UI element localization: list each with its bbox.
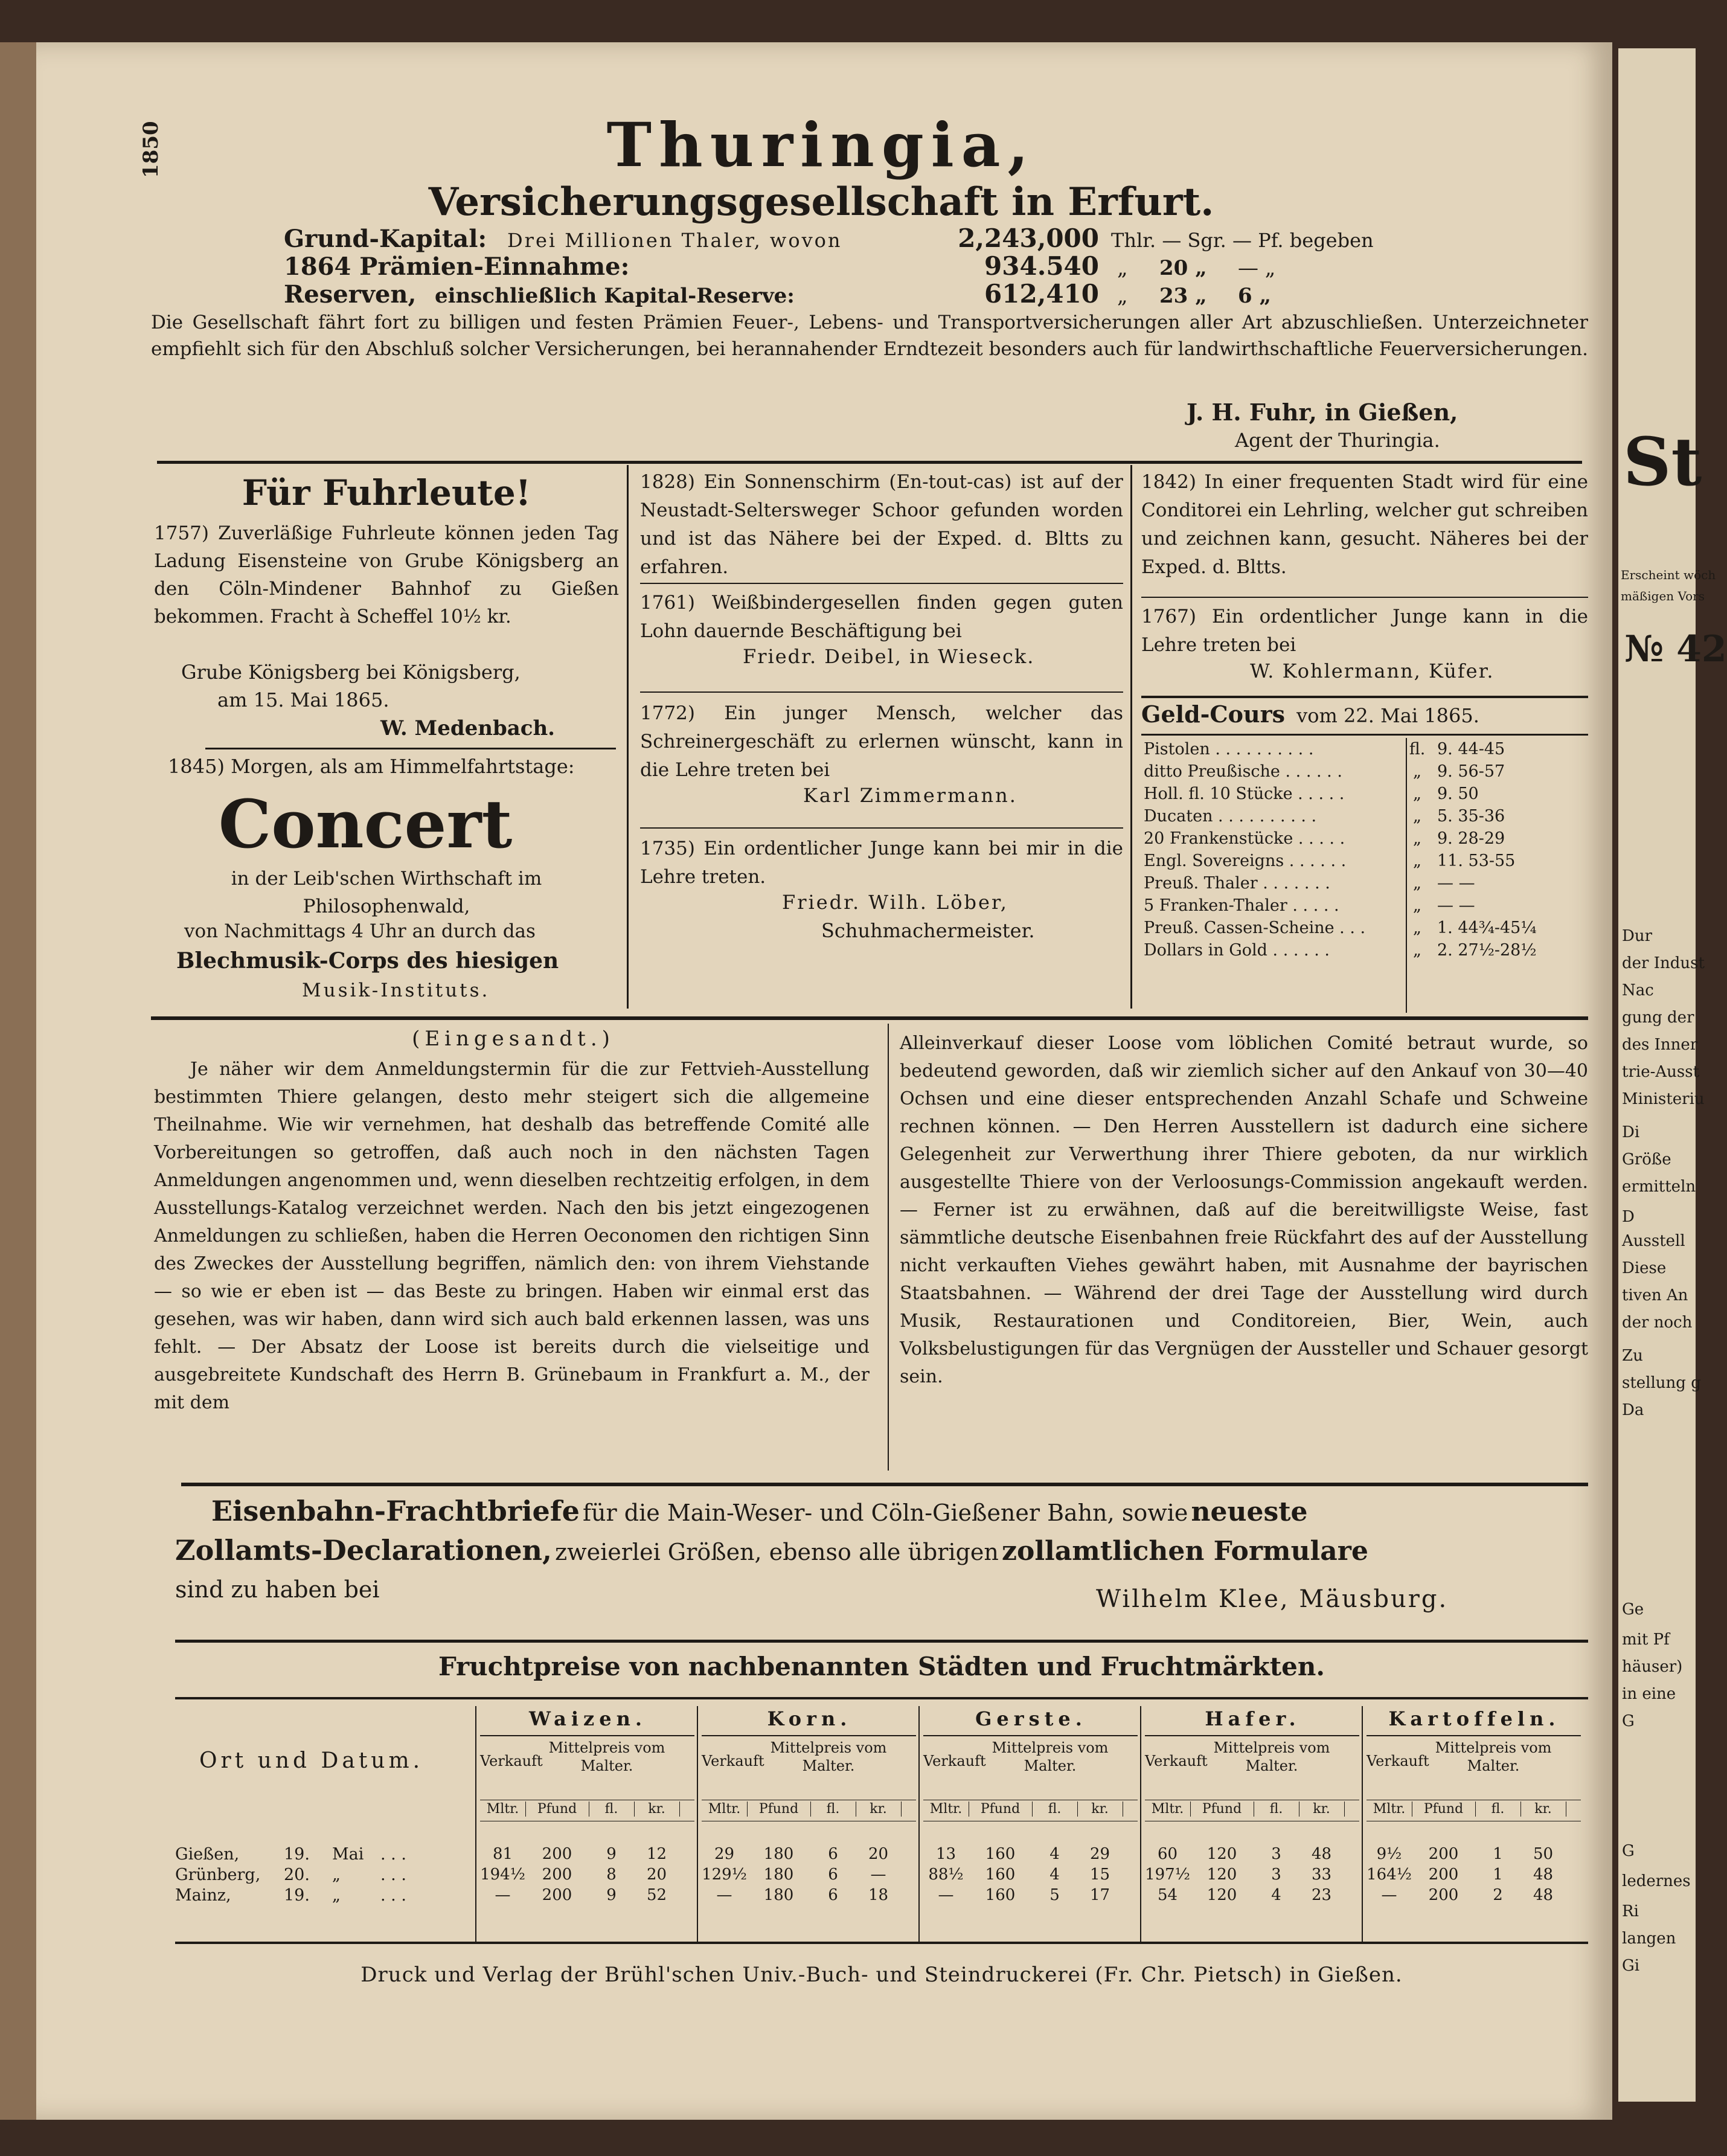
geldcours-row: [1141, 939, 1588, 961]
price-cell: 6: [828, 1886, 838, 1904]
geldcours-top-rule: [1141, 696, 1588, 698]
ad-1772-sign: Karl Zimmermann.: [803, 784, 1017, 807]
place-dots: . . .: [380, 1886, 406, 1905]
geldcours-row: [1141, 872, 1588, 894]
fruchtpreise-title-rule: [175, 1697, 1588, 1699]
eisenbahn-neueste: neueste: [1191, 1497, 1308, 1527]
group-rule: [1367, 1735, 1581, 1736]
ad-1735-sign-2: Schuhmachermeister.: [821, 919, 1035, 942]
price-cell: 4: [1049, 1845, 1060, 1863]
footer-imprint: Druck und Verlag der Brühl'schen Univ.-Buch- und Steindruckerei (Fr. Chr. Pietsch) in Gießen.: [360, 1963, 1403, 1987]
adjacent-page-fragment: ermitteln: [1622, 1178, 1696, 1196]
sub-header: Mltr.: [480, 1801, 526, 1817]
fruchtpreise-top-rule: [175, 1640, 1588, 1643]
price-cell: 18: [868, 1886, 889, 1904]
price-cell: 54: [1157, 1886, 1178, 1904]
geldcours-date: vom 22. Mai 1865.: [1296, 704, 1479, 727]
eisenbahn-line1-rest: für die Main-Weser- und Cöln-Gießener Bahn, sowie: [582, 1500, 1188, 1526]
capital-rows: [284, 223, 1492, 307]
adjacent-page-fragment: Zu: [1622, 1347, 1643, 1365]
geldcours-name: ditto Preußische . . . . . .: [1144, 762, 1342, 781]
price-cell: 13: [935, 1845, 956, 1863]
price-cell: 9: [606, 1845, 617, 1863]
adjacent-page-fragment: Ge: [1622, 1600, 1644, 1619]
eisenbahn-line1: [211, 1495, 1594, 1527]
fuhrleute-body: 1757) Zuverläßige Fuhrleute können jeden Tag Ladung Eisensteine von Grube Königsberg an den Cöln-Mindener Bahnhof zu Gießen bekommen. Fracht à Scheffel 10½ kr.: [154, 522, 619, 627]
price-cell: 33: [1311, 1866, 1332, 1884]
price-cell: 197½: [1145, 1866, 1190, 1884]
geldcours-value: 9. 50: [1437, 784, 1479, 803]
fuhrleute-title: Für Fuhrleute!: [242, 472, 531, 513]
geldcours-name: Preuß. Thaler . . . . . . .: [1144, 874, 1330, 893]
price-cell: 160: [985, 1845, 1016, 1863]
place-name: Grünberg,: [175, 1866, 261, 1884]
reserven-c1: „: [1117, 284, 1128, 308]
adjacent-page-fragment: G: [1622, 1712, 1635, 1730]
sub-header: kr.: [1299, 1801, 1345, 1817]
price-cell: 120: [1206, 1886, 1237, 1904]
geldcours-unit: „: [1413, 852, 1421, 870]
sub-header: fl.: [589, 1801, 635, 1817]
reserven-c3: 6 „: [1238, 284, 1272, 308]
geldcours-name: Engl. Sovereigns . . . . . .: [1144, 852, 1347, 870]
price-cell: 8: [606, 1866, 617, 1884]
price-cell: 4: [1271, 1886, 1281, 1904]
geldcours-value: 1. 44¾-45¼: [1437, 919, 1537, 937]
adjacent-page-fragment: der noch: [1622, 1314, 1693, 1332]
eingesandt-col2: Alleinverkauf dieser Loose vom löblichen Comité betraut wurde, so bedeutend geworden, daß wir ziemlich sicher auf den Ankauf von 30—40 Ochsen und eine dieser entsprechenden Anzahl Schafe und Schweine rechnen können. — Den Herren Ausstellern ist dadurch eine sichere Gelegenheit zur Verwerthung ihrer Thiere geboten, da nur wirklich ausgestellte Thiere von der Verloosungs-Commission angekauft werden. — Ferner ist zu erwähnen, daß auf die bereitwilligste Weise, fast sämmtliche deutsche Eisenbahnen freie Rückfahrt des auf der Ausstellung nicht verkauften Viehes gewährt haben, mit Ausnahme der bayrischen Staatsbahnen. — Während der drei Tage der Ausstellung wird durch Musik, Restaurationen und Conditoreien, Bier, Wein, auch Volksbelustigungen für das Vergnügen der Aussteller und Schauer gesorgt sein.: [900, 1033, 1588, 1387]
geldcours-name: Ducaten . . . . . . . . . .: [1144, 807, 1317, 826]
adjacent-page-line2: mäßigen Vors: [1621, 589, 1705, 603]
price-cell: —: [870, 1866, 886, 1884]
fruchtpreise-group-divider: [697, 1706, 698, 1942]
geldcours-unit: fl.: [1409, 740, 1426, 759]
praemien-c2: 20 „: [1159, 256, 1207, 280]
capital-desc: Drei Millionen Thaler, wovon: [507, 229, 842, 252]
fruchtpreise-place-row: [175, 1886, 465, 1905]
ad-1828: 1828) Ein Sonnenschirm (En-tout-cas) ist auf der Neustadt-Selterswеger Schoor gefunden worden und ist das Nähere bei der Exped. d. Bltts zu erfahren.: [640, 471, 1123, 578]
price-cell: 88½: [928, 1866, 964, 1884]
mittelpreis-header: Mittelpreis vom Malter.: [770, 1739, 887, 1774]
price-cell: 4: [1049, 1866, 1060, 1884]
price-cell: 17: [1089, 1886, 1110, 1904]
fuhrleute-place: Grube Königsberg bei Königsberg,: [181, 661, 521, 684]
sub-header: Pfund: [747, 1801, 811, 1817]
geldcours-unit: „: [1413, 919, 1421, 937]
mittelpreis-header: Mittelpreis vom Malter.: [548, 1739, 665, 1774]
geldcours-row: [1141, 783, 1588, 805]
price-cell: 12: [646, 1845, 667, 1863]
ad-1767-sign: W. Kohlermann, Küfer.: [1250, 659, 1495, 682]
ad-1761-sign: Friedr. Deibel, in Wieseck.: [743, 645, 1035, 668]
concert-body-2: von Nachmittags 4 Uhr an durch das: [184, 920, 536, 942]
geldcours-row: [1141, 738, 1588, 760]
mid-divider: [151, 1016, 1588, 1020]
adjacent-page-fragment: mit Pf: [1622, 1631, 1670, 1649]
geldcours-row: [1141, 850, 1588, 872]
adjacent-page-fragment: gung der: [1622, 1009, 1694, 1027]
col-divider-1: [627, 465, 629, 1009]
adjacent-page-fragment: ledernes: [1622, 1872, 1691, 1890]
geldcours-name: 20 Frankenstücke . . . . .: [1144, 829, 1345, 848]
capital-amount: 2,243,000: [958, 223, 1099, 253]
price-cell: 120: [1206, 1845, 1237, 1863]
price-cell: 164½: [1367, 1866, 1412, 1884]
place-day: 19.: [284, 1845, 310, 1864]
adjacent-page-fragment: Di: [1622, 1123, 1640, 1141]
geldcours-name: 5 Franken-Thaler . . . . .: [1144, 896, 1339, 915]
geldcours-value: 9. 44-45: [1437, 740, 1505, 759]
price-cell: 194½: [480, 1866, 525, 1884]
adjacent-page-fragment: Nac: [1622, 981, 1654, 999]
thuringia-agent-title: Agent der Thuringia.: [1235, 429, 1440, 452]
geldcours-unit: „: [1413, 941, 1421, 960]
verkauft-header: Verkauft: [923, 1753, 986, 1769]
place-name: Mainz,: [175, 1886, 231, 1905]
book-spine: [0, 42, 36, 2120]
sub-header: Mltr.: [702, 1801, 748, 1817]
sub-header: fl.: [1254, 1801, 1299, 1817]
geldcours-row: [1141, 917, 1588, 939]
geldcours-value: 2. 27½-28½: [1437, 941, 1537, 960]
price-cell: 9: [606, 1886, 617, 1904]
geldcours-row: [1141, 827, 1588, 850]
price-cell: 48: [1533, 1866, 1554, 1884]
group-rule: [1145, 1735, 1359, 1736]
sub-header: kr.: [1520, 1801, 1566, 1817]
divider-col2-c: [640, 827, 1123, 829]
eisenbahn-line3: sind zu haben bei: [175, 1576, 380, 1603]
adjacent-page-fragment: Gi: [1622, 1957, 1640, 1975]
thuringia-agent: J. H. Fuhr, in Gießen,: [1187, 399, 1458, 426]
geldcours-name: Pistolen . . . . . . . . . .: [1144, 740, 1314, 759]
thuringia-subtitle: Versicherungsgesellschaft in Erfurt.: [428, 179, 1214, 225]
thuringia-title: Thuringia,: [606, 109, 1036, 181]
ad-1842: 1842) In einer frequenten Stadt wird für eine Conditorei ein Lehrling, welcher gut schreiben und zeichnen kann, gesucht. Näheres bei der Exped. d. Bltts.: [1141, 471, 1588, 578]
adjacent-page-fragment: trie-Ausst: [1622, 1063, 1700, 1081]
adjacent-page-fragment: G: [1622, 1842, 1635, 1860]
price-cell: —: [1381, 1886, 1397, 1904]
verkauft-header: Verkauft: [1145, 1753, 1208, 1769]
price-cell: 20: [868, 1845, 889, 1863]
place-dots: . . .: [380, 1866, 406, 1884]
sub-header: Pfund: [525, 1801, 589, 1817]
geldcours-unit: „: [1413, 829, 1421, 848]
adjacent-page-fragment: häuser): [1622, 1658, 1683, 1676]
fuhrleute-sign: W. Medenbach.: [380, 716, 556, 740]
geldcours-header: [1141, 701, 1588, 728]
fruchtpreise-group-divider: [1140, 1706, 1141, 1942]
adjacent-page-fragment: Diese: [1622, 1259, 1667, 1277]
eingesandt-heading: (Eingesandt.): [412, 1027, 615, 1051]
place-day: 20.: [284, 1866, 310, 1884]
price-cell: 3: [1271, 1845, 1281, 1863]
top-divider: [157, 461, 1582, 464]
price-cell: 81: [492, 1845, 513, 1863]
price-cell: —: [495, 1886, 511, 1904]
adjacent-page-fragment: Da: [1622, 1401, 1644, 1419]
praemien-row: [284, 251, 1492, 279]
geldcours-table: [1141, 738, 1588, 961]
ad-1735-sign-1: Friedr. Wilh. Löber,: [782, 891, 1008, 914]
col-divider-2: [1130, 465, 1132, 1009]
price-cell: 180: [763, 1845, 794, 1863]
geldcours-value: — —: [1437, 896, 1475, 915]
place-month: „: [332, 1886, 341, 1905]
price-cell: 60: [1157, 1845, 1178, 1863]
mittelpreis-header: Mittelpreis vom Malter.: [1435, 1739, 1552, 1774]
adjacent-page-fragment: Ri: [1622, 1902, 1639, 1920]
reserven-c2: 23 „: [1159, 284, 1207, 308]
price-cell: 1: [1493, 1845, 1503, 1863]
price-cell: 52: [646, 1886, 667, 1904]
sub-header: fl.: [810, 1801, 856, 1817]
concert-intro: 1845) Morgen, als am Himmelfahrtstage:: [168, 755, 575, 778]
geldcours-title: Geld-Cours: [1141, 701, 1286, 728]
fruchtpreise-group-name: Korn.: [767, 1707, 852, 1730]
verkauft-header: Verkauft: [1367, 1753, 1429, 1769]
fruchtpreise-place-row: [175, 1866, 465, 1884]
group-rule: [923, 1735, 1138, 1736]
price-cell: 9½: [1376, 1845, 1402, 1863]
concert-body-3: Blechmusik-Corps des hiesigen: [176, 948, 559, 974]
eisenbahn-frachtbriefe: Eisenbahn-Frachtbriefe: [211, 1495, 580, 1527]
price-cell: 129½: [702, 1866, 747, 1884]
adjacent-page-fragment: Größe: [1622, 1150, 1671, 1169]
geldcours-unit: „: [1413, 807, 1421, 826]
mittelpreis-header: Mittelpreis vom Malter.: [1213, 1739, 1330, 1774]
price-cell: 180: [763, 1886, 794, 1904]
divider-col1: [205, 748, 616, 749]
adjacent-page-fragment: D: [1622, 1208, 1635, 1226]
geldcours-name: Dollars in Gold . . . . . .: [1144, 941, 1330, 960]
concert-body-1: in der Leib'schen Wirthschaft im Philosophenwald,: [231, 868, 542, 917]
concert-body-4: Musik-Instituts.: [302, 980, 490, 1001]
adjacent-page-fragment: Ministeriu: [1622, 1090, 1705, 1108]
geldcours-unit: „: [1413, 784, 1421, 803]
geldcours-row: [1141, 760, 1588, 783]
sub-header: Mltr.: [1367, 1801, 1412, 1817]
divider-col2-b: [640, 691, 1123, 693]
verkauft-header: Verkauft: [480, 1753, 543, 1769]
price-cell: 160: [985, 1886, 1016, 1904]
fruchtpreise-group-name: Waizen.: [529, 1707, 647, 1730]
reserven-row: [284, 279, 1492, 307]
place-day: 19.: [284, 1886, 310, 1905]
fruchtpreise-group-divider: [475, 1706, 476, 1942]
adjacent-page-fragment: langen: [1622, 1930, 1676, 1948]
sub-header: Pfund: [1412, 1801, 1476, 1817]
divider-col3-a: [1141, 597, 1588, 598]
fuhrleute-date: am 15. Mai 1865.: [217, 688, 389, 711]
ad-1772: 1772) Ein junger Mensch, welcher das Schreinergeschäft zu erlernen wünscht, kann in die Lehre treten bei: [640, 702, 1123, 781]
thuringia-body: Die Gesellschaft fährt fort zu billigen und festen Prämien Feuer-, Lebens- und Transportversicherungen aller Art abzuschließen. Unterzeichneter empfiehlt sich für den Abschluß solcher Versicherungen, bei herannahender Erndtezeit besonders auch für landwirthschaftliche Feuerversicherungen.: [151, 312, 1588, 360]
eisenbahn-formulare: zollamtlichen Formulare: [1001, 1536, 1368, 1567]
price-cell: —: [938, 1886, 954, 1904]
geldcours-unit: „: [1413, 896, 1421, 915]
price-cell: —: [716, 1886, 732, 1904]
fruchtpreise-group-name: Gerste.: [975, 1707, 1087, 1730]
adjacent-page-fragment: des Inner: [1622, 1036, 1698, 1054]
praemien-amount: 934.540: [984, 251, 1099, 281]
ad-1767: 1767) Ein ordentlicher Junge kann in die Lehre treten bei: [1141, 606, 1588, 656]
price-cell: 29: [1089, 1845, 1110, 1863]
adjacent-page-fragment: Dur: [1622, 927, 1653, 945]
newspaper-page: [36, 42, 1612, 2120]
reserven-label: Reserven,: [284, 280, 417, 309]
price-cell: 1: [1493, 1866, 1503, 1884]
adjacent-page-fragment: der Indust: [1622, 954, 1705, 972]
fruchtpreise-group-name: Kartoffeln.: [1388, 1707, 1560, 1730]
eisenbahn-line2-rest: zweierlei Größen, ebenso alle übrigen: [555, 1539, 999, 1565]
price-cell: 6: [828, 1845, 838, 1863]
page-number: 1850: [139, 121, 163, 178]
praemien-label: 1864 Prämien-Einnahme:: [284, 252, 630, 281]
adjacent-page: [1618, 48, 1727, 2102]
price-cell: 200: [542, 1845, 572, 1863]
adjacent-page-head: St: [1623, 423, 1702, 501]
geldcours-row: [1141, 894, 1588, 917]
price-cell: 200: [542, 1886, 572, 1904]
place-month: Mai: [332, 1845, 364, 1864]
reserven-desc: einschließlich Kapital-Reserve:: [435, 284, 795, 308]
price-cell: 29: [714, 1845, 735, 1863]
price-cell: 48: [1311, 1845, 1332, 1863]
price-cell: 15: [1089, 1866, 1110, 1884]
adjacent-page-number: № 42: [1624, 628, 1727, 670]
fruchtpreise-group-divider: [1362, 1706, 1363, 1942]
price-cell: 3: [1271, 1866, 1281, 1884]
sub-header: kr.: [856, 1801, 902, 1817]
eingesandt-col1: Je näher wir dem Anmeldungstermin für die zur Fettvieh-Ausstellung bestimmten Thiere gelangen, desto mehr steigert sich die allgemeine Theilnahme. Wie wir vernehmen, hat deshalb das betreffende Comité alle Vorbereitungen so getroffen, daß auch noch in den nächsten Tagen Anmeldungen angenommen und, wenn dieselben rechtzeitig erfolgen, in dem Ausstellungs-Katalog verzeichnet werden. Nach den bis jetzt eingezogenen Anmeldungen zu schließen, haben die Herren Oeconomen den richtigen Sinn des Zweckes der Ausstellung begriffen, nämlich den: von ihrem Viehstande — so wie er eben ist — das Beste zu bringen. Haben wir einmal erst das gesehen, was wir haben, dann wird sich auch bald erkennen lassen, was uns fehlt. — Der Absatz der Loose ist bereits durch die vielseitige und ausgebreitete Kundschaft des Herrn B. Grünebaum in Frankfurt a. M., der mit dem: [154, 1059, 870, 1413]
price-cell: 180: [763, 1866, 794, 1884]
geldcours-col-divider: [1406, 738, 1407, 1013]
adjacent-page-line1: Erscheint wöch: [1621, 568, 1716, 582]
sub-header: Mltr.: [923, 1801, 969, 1817]
geldcours-under-rule: [1141, 734, 1588, 736]
price-cell: 160: [985, 1866, 1016, 1884]
price-cell: 23: [1311, 1886, 1332, 1904]
fruchtpreise-table-area: [175, 1700, 1588, 1954]
place-month: „: [332, 1866, 341, 1884]
eisenbahn-zollamts: Zollamts-Declarationen,: [175, 1534, 552, 1567]
ad-1735: 1735) Ein ordentlicher Junge kann bei mir in die Lehre treten.: [640, 838, 1123, 888]
fruchtpreise-ort-header: Ort und Datum.: [199, 1748, 424, 1773]
eisenbahn-line2: [175, 1534, 1594, 1567]
sub-header: Mltr.: [1145, 1801, 1191, 1817]
geldcours-unit: „: [1413, 874, 1421, 893]
sub-header: Pfund: [1190, 1801, 1254, 1817]
fruchtpreise-title: Fruchtpreise von nachbenannten Städten und Fruchtmärkten.: [438, 1652, 1325, 1681]
group-rule: [702, 1735, 916, 1736]
ad-1761: 1761) Weißbindergesellen finden gegen guten Lohn dauernde Beschäftigung bei: [640, 592, 1123, 642]
capital-row: [284, 223, 1492, 251]
geldcours-value: 5. 35-36: [1437, 807, 1505, 826]
price-cell: 120: [1206, 1866, 1237, 1884]
price-cell: 5: [1049, 1886, 1060, 1904]
fruchtpreise-group-name: Hafer.: [1205, 1707, 1301, 1730]
geldcours-unit: „: [1413, 762, 1421, 781]
price-cell: 6: [828, 1866, 838, 1884]
price-cell: 2: [1493, 1886, 1503, 1904]
adjacent-page-fragment: tiven An: [1622, 1286, 1688, 1304]
adjacent-page-fragment: in eine: [1622, 1685, 1676, 1703]
divider-col2-a: [640, 583, 1123, 584]
sub-header: kr.: [634, 1801, 680, 1817]
sub-header: fl.: [1032, 1801, 1078, 1817]
price-cell: 200: [1428, 1845, 1459, 1863]
mittelpreis-header: Mittelpreis vom Malter.: [992, 1739, 1109, 1774]
price-cell: 50: [1533, 1845, 1554, 1863]
price-cell: 20: [646, 1866, 667, 1884]
eisenbahn-sign: Wilhelm Klee, Mäusburg.: [1096, 1585, 1449, 1613]
verkauft-header: Verkauft: [702, 1753, 764, 1769]
geldcours-value: — —: [1437, 874, 1475, 893]
eisenbahn-top-rule: [181, 1483, 1588, 1486]
sub-header: fl.: [1475, 1801, 1521, 1817]
fruchtpreise-bottom-rule: [175, 1942, 1588, 1944]
reserven-amount: 612,410: [984, 279, 1099, 309]
group-rule: [480, 1735, 694, 1736]
price-cell: 200: [1428, 1886, 1459, 1904]
capital-unit: Thlr. — Sgr. — Pf. begeben: [1111, 229, 1374, 252]
fruchtpreise-group-divider: [918, 1706, 920, 1942]
geldcours-name: Preuß. Cassen-Scheine . . .: [1144, 919, 1366, 937]
geldcours-value: 11. 53-55: [1437, 852, 1516, 870]
sub-header: Pfund: [969, 1801, 1033, 1817]
adjacent-page-fragment: stellung g: [1622, 1374, 1701, 1392]
geldcours-name: Holl. fl. 10 Stücke . . . . .: [1144, 784, 1345, 803]
price-cell: 200: [1428, 1866, 1459, 1884]
geldcours-value: 9. 56-57: [1437, 762, 1505, 781]
geldcours-value: 9. 28-29: [1437, 829, 1505, 848]
capital-label: Grund-Kapital:: [284, 225, 487, 253]
sub-header: kr.: [1077, 1801, 1123, 1817]
place-dots: . . .: [380, 1845, 406, 1864]
eingesandt-divider: [888, 1024, 889, 1471]
geldcours-row: [1141, 805, 1588, 827]
concert-title: Concert: [218, 785, 513, 863]
place-name: Gießen,: [175, 1845, 240, 1864]
price-cell: 48: [1533, 1886, 1554, 1904]
praemien-c3: — „: [1238, 256, 1276, 280]
price-cell: 200: [542, 1866, 572, 1884]
adjacent-page-fragment: Ausstell: [1622, 1232, 1685, 1250]
praemien-c1: „: [1117, 256, 1128, 280]
fruchtpreise-place-row: [175, 1845, 465, 1864]
